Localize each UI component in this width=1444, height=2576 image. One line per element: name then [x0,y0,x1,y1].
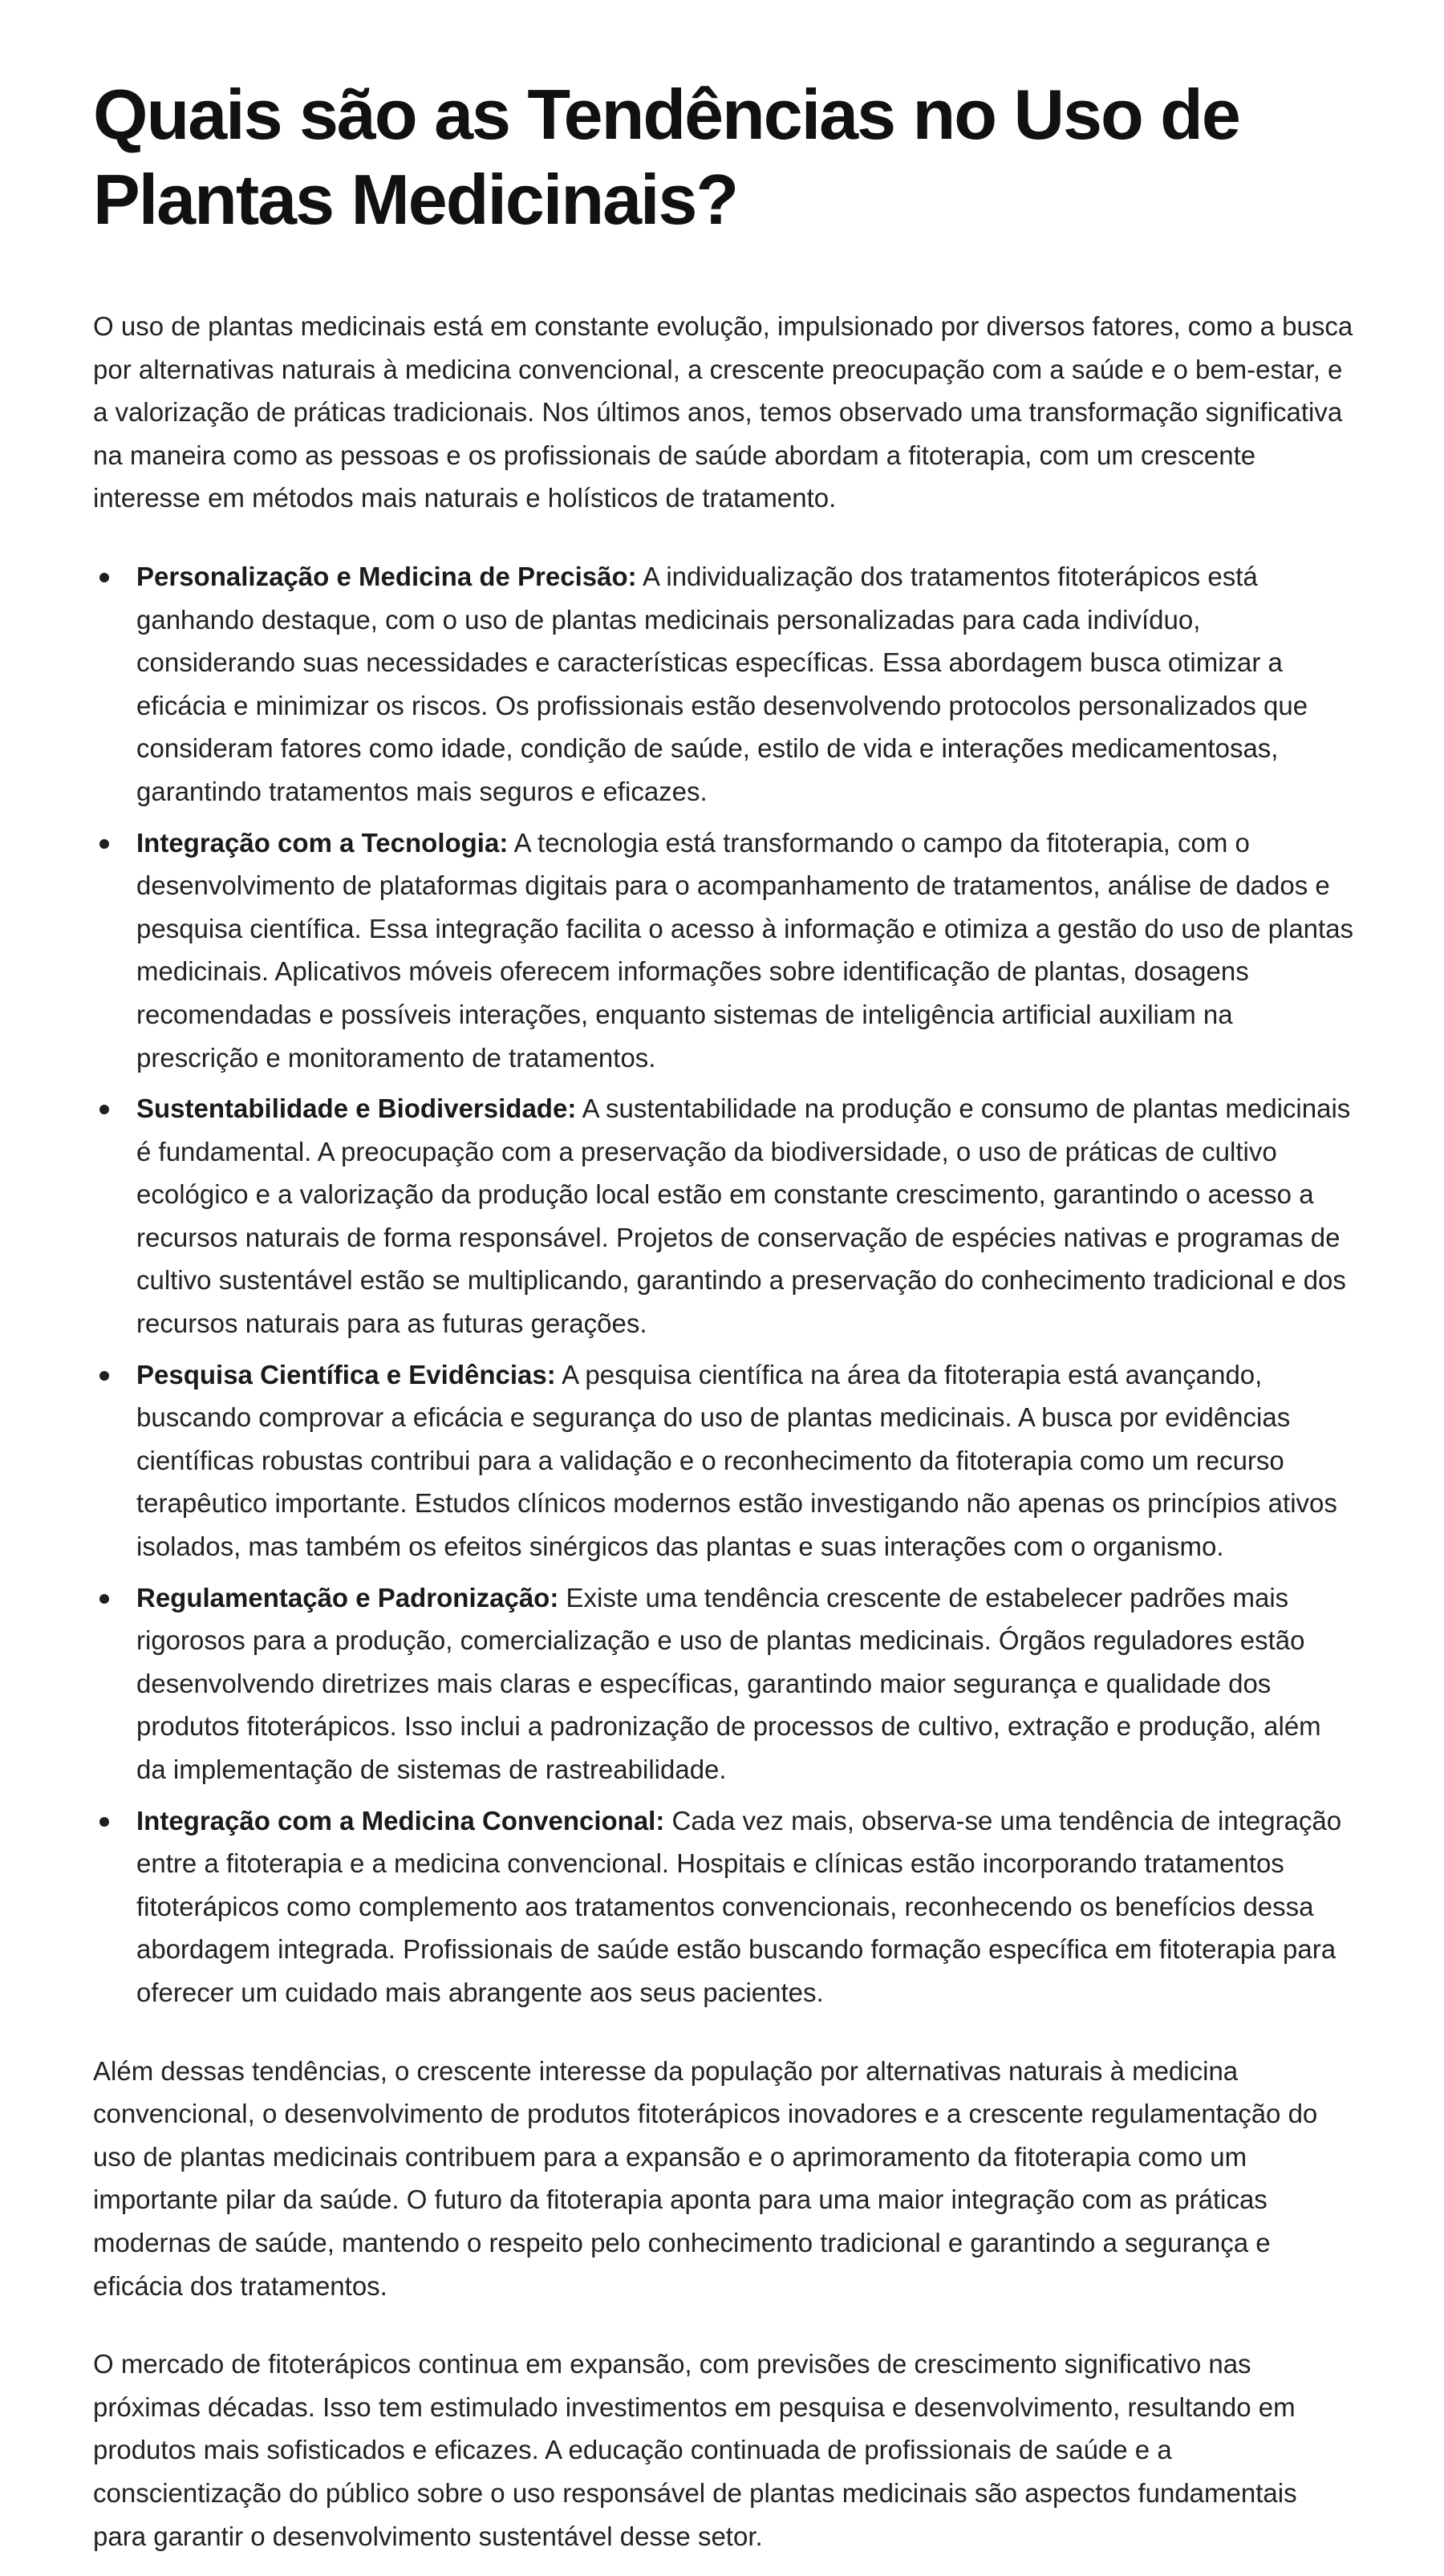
bullet-icon [99,1594,109,1604]
list-item [93,1576,1356,1791]
trends-list [93,555,1356,2014]
bullet-icon [99,839,109,849]
list-item [93,821,1356,1080]
trend-text: A sustentabilidade na produção e consumo de plantas medicinais é fundamental. A preocupação com a preservação da biodiversidade, o uso de práticas de cultivo ecológico e a valorização da produção local estão em constante crescimento, garantindo o acesso a recursos naturais de forma responsável. Projetos de conservação de espécies nativas e programas de cultivo sustentável estão se multiplicando, garantindo a preservação do conhecimento tradicional e dos recursos naturais para as futuras gerações. [136,1093,1351,1339]
trend-label: Pesquisa Científica e Evidências: [136,1359,556,1389]
list-item [93,1353,1356,1568]
bullet-icon [99,1817,109,1827]
trend-text: Existe uma tendência crescente de estabelecer padrões mais rigorosos para a produção, comercialização e uso de plantas medicinais. Órgãos reguladores estão desenvolvendo diretrizes mais claras e específicas, garantindo maior segurança e qualidade dos produtos fitoterápicos. Isso inclui a padronização de processos de cultivo, extração e produção, além da implementação de sistemas de rastreabilidade. [136,1582,1321,1784]
list-item [93,1799,1356,2014]
bullet-icon [99,1371,109,1381]
trend-label: Integração com a Medicina Convencional: [136,1805,665,1836]
bullet-icon [99,573,109,582]
trend-text: A pesquisa científica na área da fitoterapia está avançando, buscando comprovar a eficácia e segurança do uso de plantas medicinais. A busca por evidências científicas robustas contribui para a validação e o reconhecimento da fitoterapia como um recurso terapêutico importante. Estudos clínicos modernos estão investigando não apenas os princípios ativos isolados, mas também os efeitos sinérgicos das plantas e suas interações com o organismo. [136,1359,1337,1562]
trend-text: A individualização dos tratamentos fitoterápicos está ganhando destaque, com o uso de plantas medicinais personalizadas para cada indivíduo, considerando suas necessidades e características específicas. Essa abordagem busca otimizar a eficácia e minimizar os riscos. Os profissionais estão desenvolvendo protocolos personalizados que consideram fatores como idade, condição de saúde, estilo de vida e interações medicamentosas, garantindo tratamentos mais seguros e eficazes. [136,561,1308,806]
list-item [93,555,1356,813]
trend-label: Integração com a Tecnologia: [136,827,509,858]
trend-label: Personalização e Medicina de Precisão: [136,561,637,591]
closing-paragraph: O mercado de fitoterápicos continua em expansão, com previsões de crescimento significativo nas próximas décadas. Isso tem estimulado investimentos em pesquisa e desenvolvimento, resultando em produtos mais sofisticados e eficazes. A educação continuada de profissionais de saúde e a conscientização do público sobre o uso responsável de plantas medicinais são aspectos fundamentais para garantir o desenvolvimento sustentável desse setor. [93,2349,1297,2551]
trend-text: Cada vez mais, observa-se uma tendência de integração entre a fitoterapia e a medicina convencional. Hospitais e clínicas estão incorporando tratamentos fitoterápicos como complemento aos tratamentos convencionais, reconhecendo os benefícios dessa abordagem integrada. Profissionais de saúde estão buscando formação específica em fitoterapia para oferecer um cuidado mais abrangente aos seus pacientes. [136,1805,1342,2007]
page-title: Quais são as Tendências no Uso de Plantas Medicinais? [93,75,1239,239]
trend-text: A tecnologia está transformando o campo da fitoterapia, com o desenvolvimento de plataformas digitais para o acompanhamento de tratamentos, análise de dados e pesquisa científica. Essa integração facilita o acesso à informação e otimiza a gestão do uso de plantas medicinais. Aplicativos móveis oferecem informações sobre identificação de plantas, dosagens recomendadas e possíveis interações, enquanto sistemas de inteligência artificial auxiliam na prescrição e monitoramento de tratamentos. [136,827,1354,1073]
list-item [93,1087,1356,1345]
trend-label: Sustentabilidade e Biodiversidade: [136,1093,577,1124]
trend-label: Regulamentação e Padronização: [136,1582,559,1613]
closing-paragraph: Além dessas tendências, o crescente interesse da população por alternativas naturais à medicina convencional, o desenvolvimento de produtos fitoterápicos inovadores e a crescente regulamentação do uso de plantas medicinais contribuem para a expansão e o aprimoramento da fitoterapia como um importante pilar da saúde. O futuro da fitoterapia aponta para uma maior integração com as práticas modernas de saúde, mantendo o respeito pelo conhecimento tradicional e garantindo a segurança e eficácia dos tratamentos. [93,2055,1318,2301]
intro-paragraph: O uso de plantas medicinais está em constante evolução, impulsionado por diversos fatores, como a busca por alternativas naturais à medicina convencional, a crescente preocupação com a saúde e o bem-estar, e a valorização de práticas tradicionais. Nos últimos anos, temos observado uma transformação significativa na maneira como as pessoas e os profissionais de saúde abordam a fitoterapia, com um crescente interesse em métodos mais naturais e holísticos de tratamento. [93,311,1353,513]
bullet-icon [99,1105,109,1114]
